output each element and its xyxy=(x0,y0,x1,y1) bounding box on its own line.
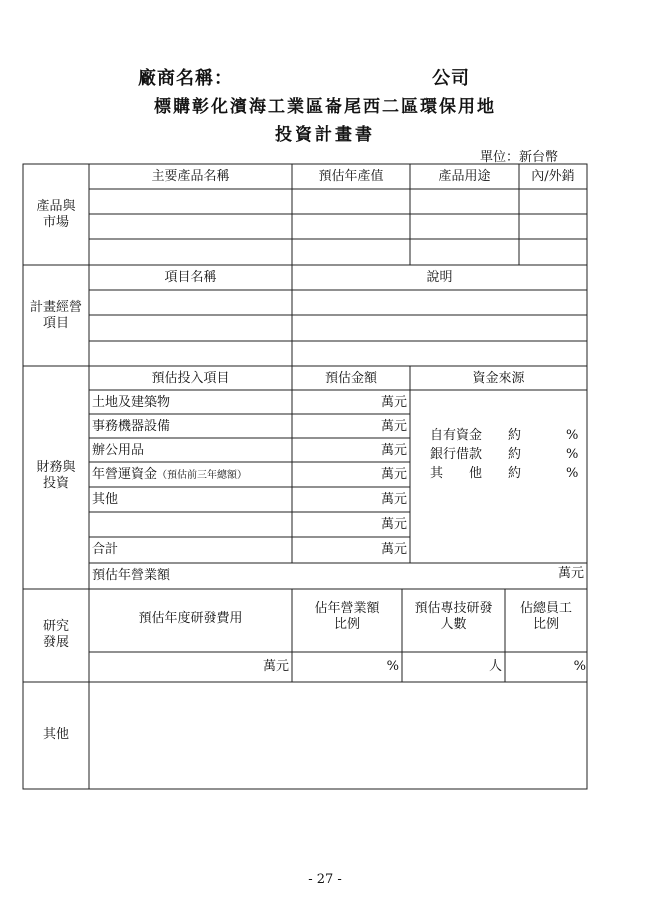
amount-unit: 萬元 xyxy=(380,492,407,507)
header-annual-output: 預估年產值 xyxy=(318,169,384,184)
source-own-funds: 自有資金 xyxy=(430,428,483,443)
amount-unit: 萬元 xyxy=(380,419,407,434)
rd-revenue-ratio-unit: % xyxy=(386,659,399,674)
document-title: 標購彰化濱海工業區崙尾西二區環保用地 xyxy=(154,97,496,117)
finance-item-total: 合計 xyxy=(92,542,119,557)
section-label-plan: 計畫經營 項目 xyxy=(29,300,82,331)
source-approx: 約 xyxy=(508,428,522,443)
finance-item-land: 土地及建築物 xyxy=(92,395,171,410)
currency-unit: 單位：新台幣 xyxy=(480,150,559,165)
amount-unit: 萬元 xyxy=(380,542,407,557)
section-label-product: 產品與 市場 xyxy=(36,199,76,230)
working-capital-note: （預估前三年總額） xyxy=(157,470,248,481)
rd-expense-unit: 萬元 xyxy=(262,659,289,674)
header-product-use: 產品用途 xyxy=(438,169,491,184)
header-rd-staff-ratio: 佔總員工 比例 xyxy=(519,601,572,632)
finance-item-other: 其他 xyxy=(92,492,119,507)
rd-staff-ratio-unit: % xyxy=(573,659,586,674)
rd-staff-count-unit: 人 xyxy=(488,659,502,674)
section-label-rd: 研究 發展 xyxy=(42,619,69,650)
source-pct: % xyxy=(566,466,579,481)
header-item-name: 項目名稱 xyxy=(164,270,217,285)
amount-unit: 萬元 xyxy=(380,467,407,482)
header-rd-revenue-ratio: 佔年營業額 比例 xyxy=(314,601,380,632)
header-domestic-export: 內/外銷 xyxy=(531,169,575,184)
source-pct: % xyxy=(566,428,579,443)
amount-unit: 萬元 xyxy=(380,395,407,410)
page-number: - 27 - xyxy=(308,872,342,887)
header-description: 說明 xyxy=(426,270,453,285)
header-estimated-amount: 預估金額 xyxy=(324,371,377,386)
document-subtitle: 投資計畫書 xyxy=(275,125,375,145)
company-name-label: 廠商名稱： xyxy=(138,68,233,89)
source-pct: % xyxy=(566,447,579,462)
finance-item-equipment: 事務機器設備 xyxy=(92,419,171,434)
company-suffix: 公司 xyxy=(432,68,470,89)
source-approx: 約 xyxy=(508,447,522,462)
amount-unit: 萬元 xyxy=(380,517,407,532)
header-rd-expense: 預估年度研發費用 xyxy=(138,611,243,626)
source-other: 其 他 xyxy=(430,466,483,481)
revenue-label: 預估年營業額 xyxy=(92,568,171,583)
header-product-name: 主要產品名稱 xyxy=(151,169,230,184)
section-label-other: 其他 xyxy=(42,727,69,742)
finance-item-office-supplies: 辦公用品 xyxy=(92,443,145,458)
section-label-finance: 財務與 投資 xyxy=(36,460,76,491)
finance-item-working-capital: 年營運資金（預估前三年總額） xyxy=(92,467,248,482)
header-rd-staff-count: 預估專技研發 人數 xyxy=(414,601,493,632)
header-funding-source: 資金來源 xyxy=(472,371,525,386)
source-bank-loan: 銀行借款 xyxy=(430,447,483,462)
header-investment-item: 預估投入項目 xyxy=(151,371,230,386)
amount-unit: 萬元 xyxy=(380,443,407,458)
source-approx: 約 xyxy=(508,466,522,481)
revenue-unit: 萬元 xyxy=(557,566,584,581)
